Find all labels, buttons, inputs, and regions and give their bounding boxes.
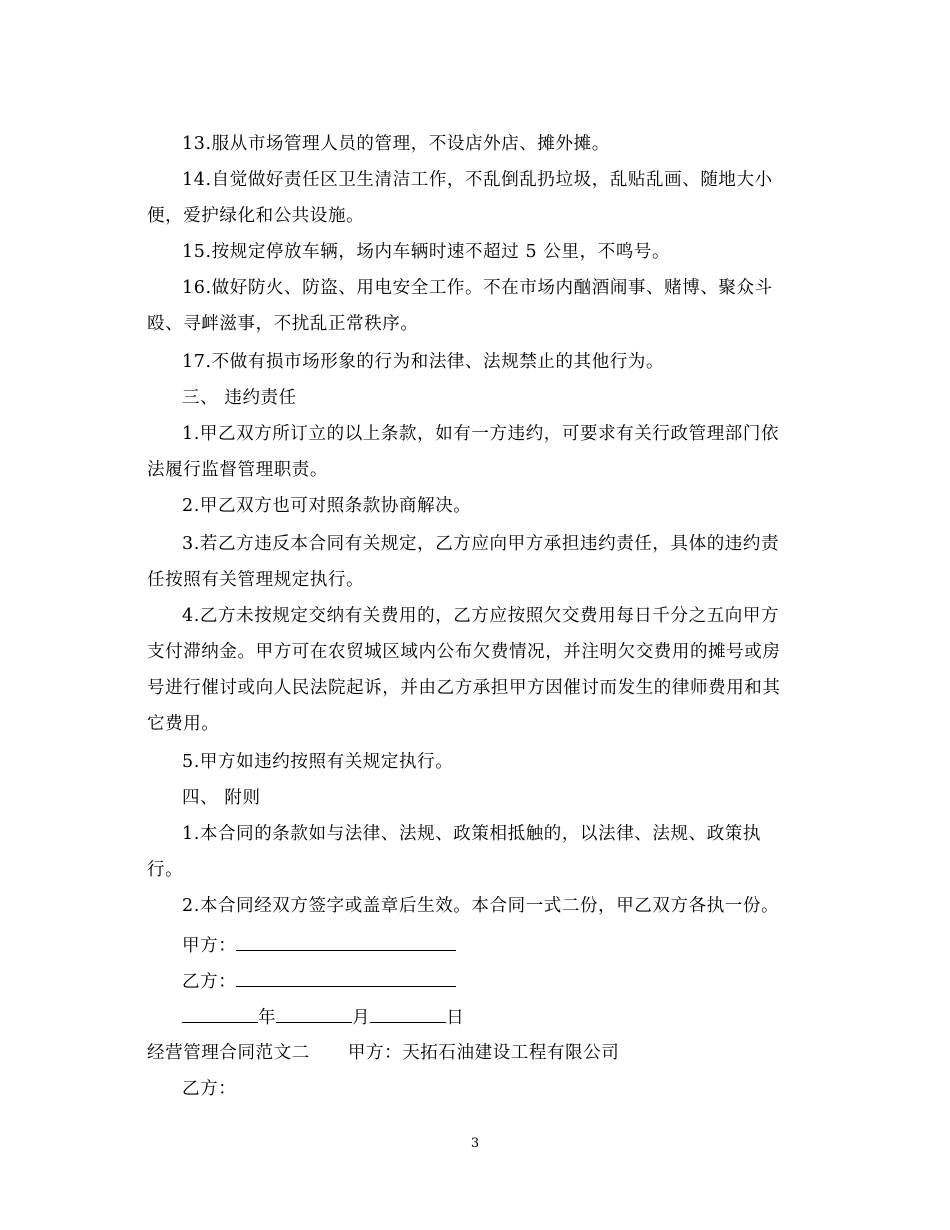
liability-1-line-1: 1.甲乙双方所订立的以上条款，如有一方违约，可要求有关行政管理部门依 xyxy=(182,424,780,444)
liability-4-line-1: 4.乙方未按规定交纳有关费用的，乙方应按照欠交费用每日千分之五向甲方 xyxy=(182,606,780,626)
clause-15: 15.按规定停放车辆，场内车辆时速不超过 5 公里，不鸣号。 xyxy=(182,242,671,262)
party-b-blank[interactable] xyxy=(236,968,456,987)
liability-4-line-4: 它费用。 xyxy=(147,714,220,734)
party-a-signature-line xyxy=(182,932,456,958)
year-label: 年 xyxy=(258,1008,277,1028)
liability-5: 5.甲方如违约按照有关规定执行。 xyxy=(182,752,454,772)
section-heading-3: 三、 违约责任 xyxy=(182,388,297,408)
clause-16-line-1: 16.做好防火、防盗、用电安全工作。不在市场内酗酒闹事、赌博、聚众斗 xyxy=(182,278,773,298)
date-line xyxy=(182,1004,464,1030)
clause-13: 13.服从市场管理人员的管理，不设店外店、摊外摊。 xyxy=(182,134,610,154)
page-number: 3 xyxy=(470,1136,480,1151)
section-heading-4: 四、 附则 xyxy=(182,788,261,808)
party-b-signature-line xyxy=(182,968,456,994)
liability-3-line-1: 3.若乙方违反本合同有关规定，乙方应向甲方承担违约责任，具体的违约责 xyxy=(182,534,780,554)
liability-4-line-3: 号进行催讨或向人民法院起诉，并由乙方承担甲方因催讨而发生的律师费用和其 xyxy=(147,678,781,698)
clause-16-line-2: 殴、寻衅滋事，不扰乱正常秩序。 xyxy=(147,314,419,334)
year-blank[interactable] xyxy=(182,1004,258,1023)
supplementary-1-line-2: 行。 xyxy=(147,860,184,880)
supplementary-2: 2.本合同经双方签字或盖章后生效。本合同一式二份，甲乙双方各执一份。 xyxy=(182,896,780,916)
month-blank[interactable] xyxy=(276,1004,352,1023)
day-label: 日 xyxy=(446,1008,465,1028)
day-blank[interactable] xyxy=(370,1004,446,1023)
liability-3-line-2: 任按照有关管理规定执行。 xyxy=(147,570,365,590)
clause-17: 17.不做有损市场形象的行为和法律、法规禁止的其他行为。 xyxy=(182,352,665,372)
section-title-line xyxy=(147,1041,619,1065)
clause-14-line-1: 14.自觉做好责任区卫生清洁工作，不乱倒乱扔垃圾，乱贴乱画、随地大小 xyxy=(182,170,773,190)
party-b-line-2: 乙方： xyxy=(182,1079,237,1099)
section-title: 经营管理合同范文二 xyxy=(147,1043,310,1063)
liability-1-line-2: 法履行监督管理职责。 xyxy=(147,460,328,480)
clause-14-line-2: 便，爱护绿化和公共设施。 xyxy=(147,206,365,226)
liability-4-line-2: 支付滞纳金。甲方可在农贸城区域内公布欠费情况，并注明欠交费用的摊号或房 xyxy=(147,642,781,662)
supplementary-1-line-1: 1.本合同的条款如与法律、法规、政策相抵触的，以法律、法规、政策执 xyxy=(182,824,761,844)
liability-2: 2.甲乙双方也可对照条款协商解决。 xyxy=(182,496,472,516)
party-a-label: 甲方： xyxy=(182,936,237,956)
party-a-company: 甲方：天拓石油建设工程有限公司 xyxy=(347,1043,620,1063)
month-label: 月 xyxy=(352,1008,371,1028)
party-b-label: 乙方： xyxy=(182,972,237,992)
party-a-blank[interactable] xyxy=(236,932,456,951)
